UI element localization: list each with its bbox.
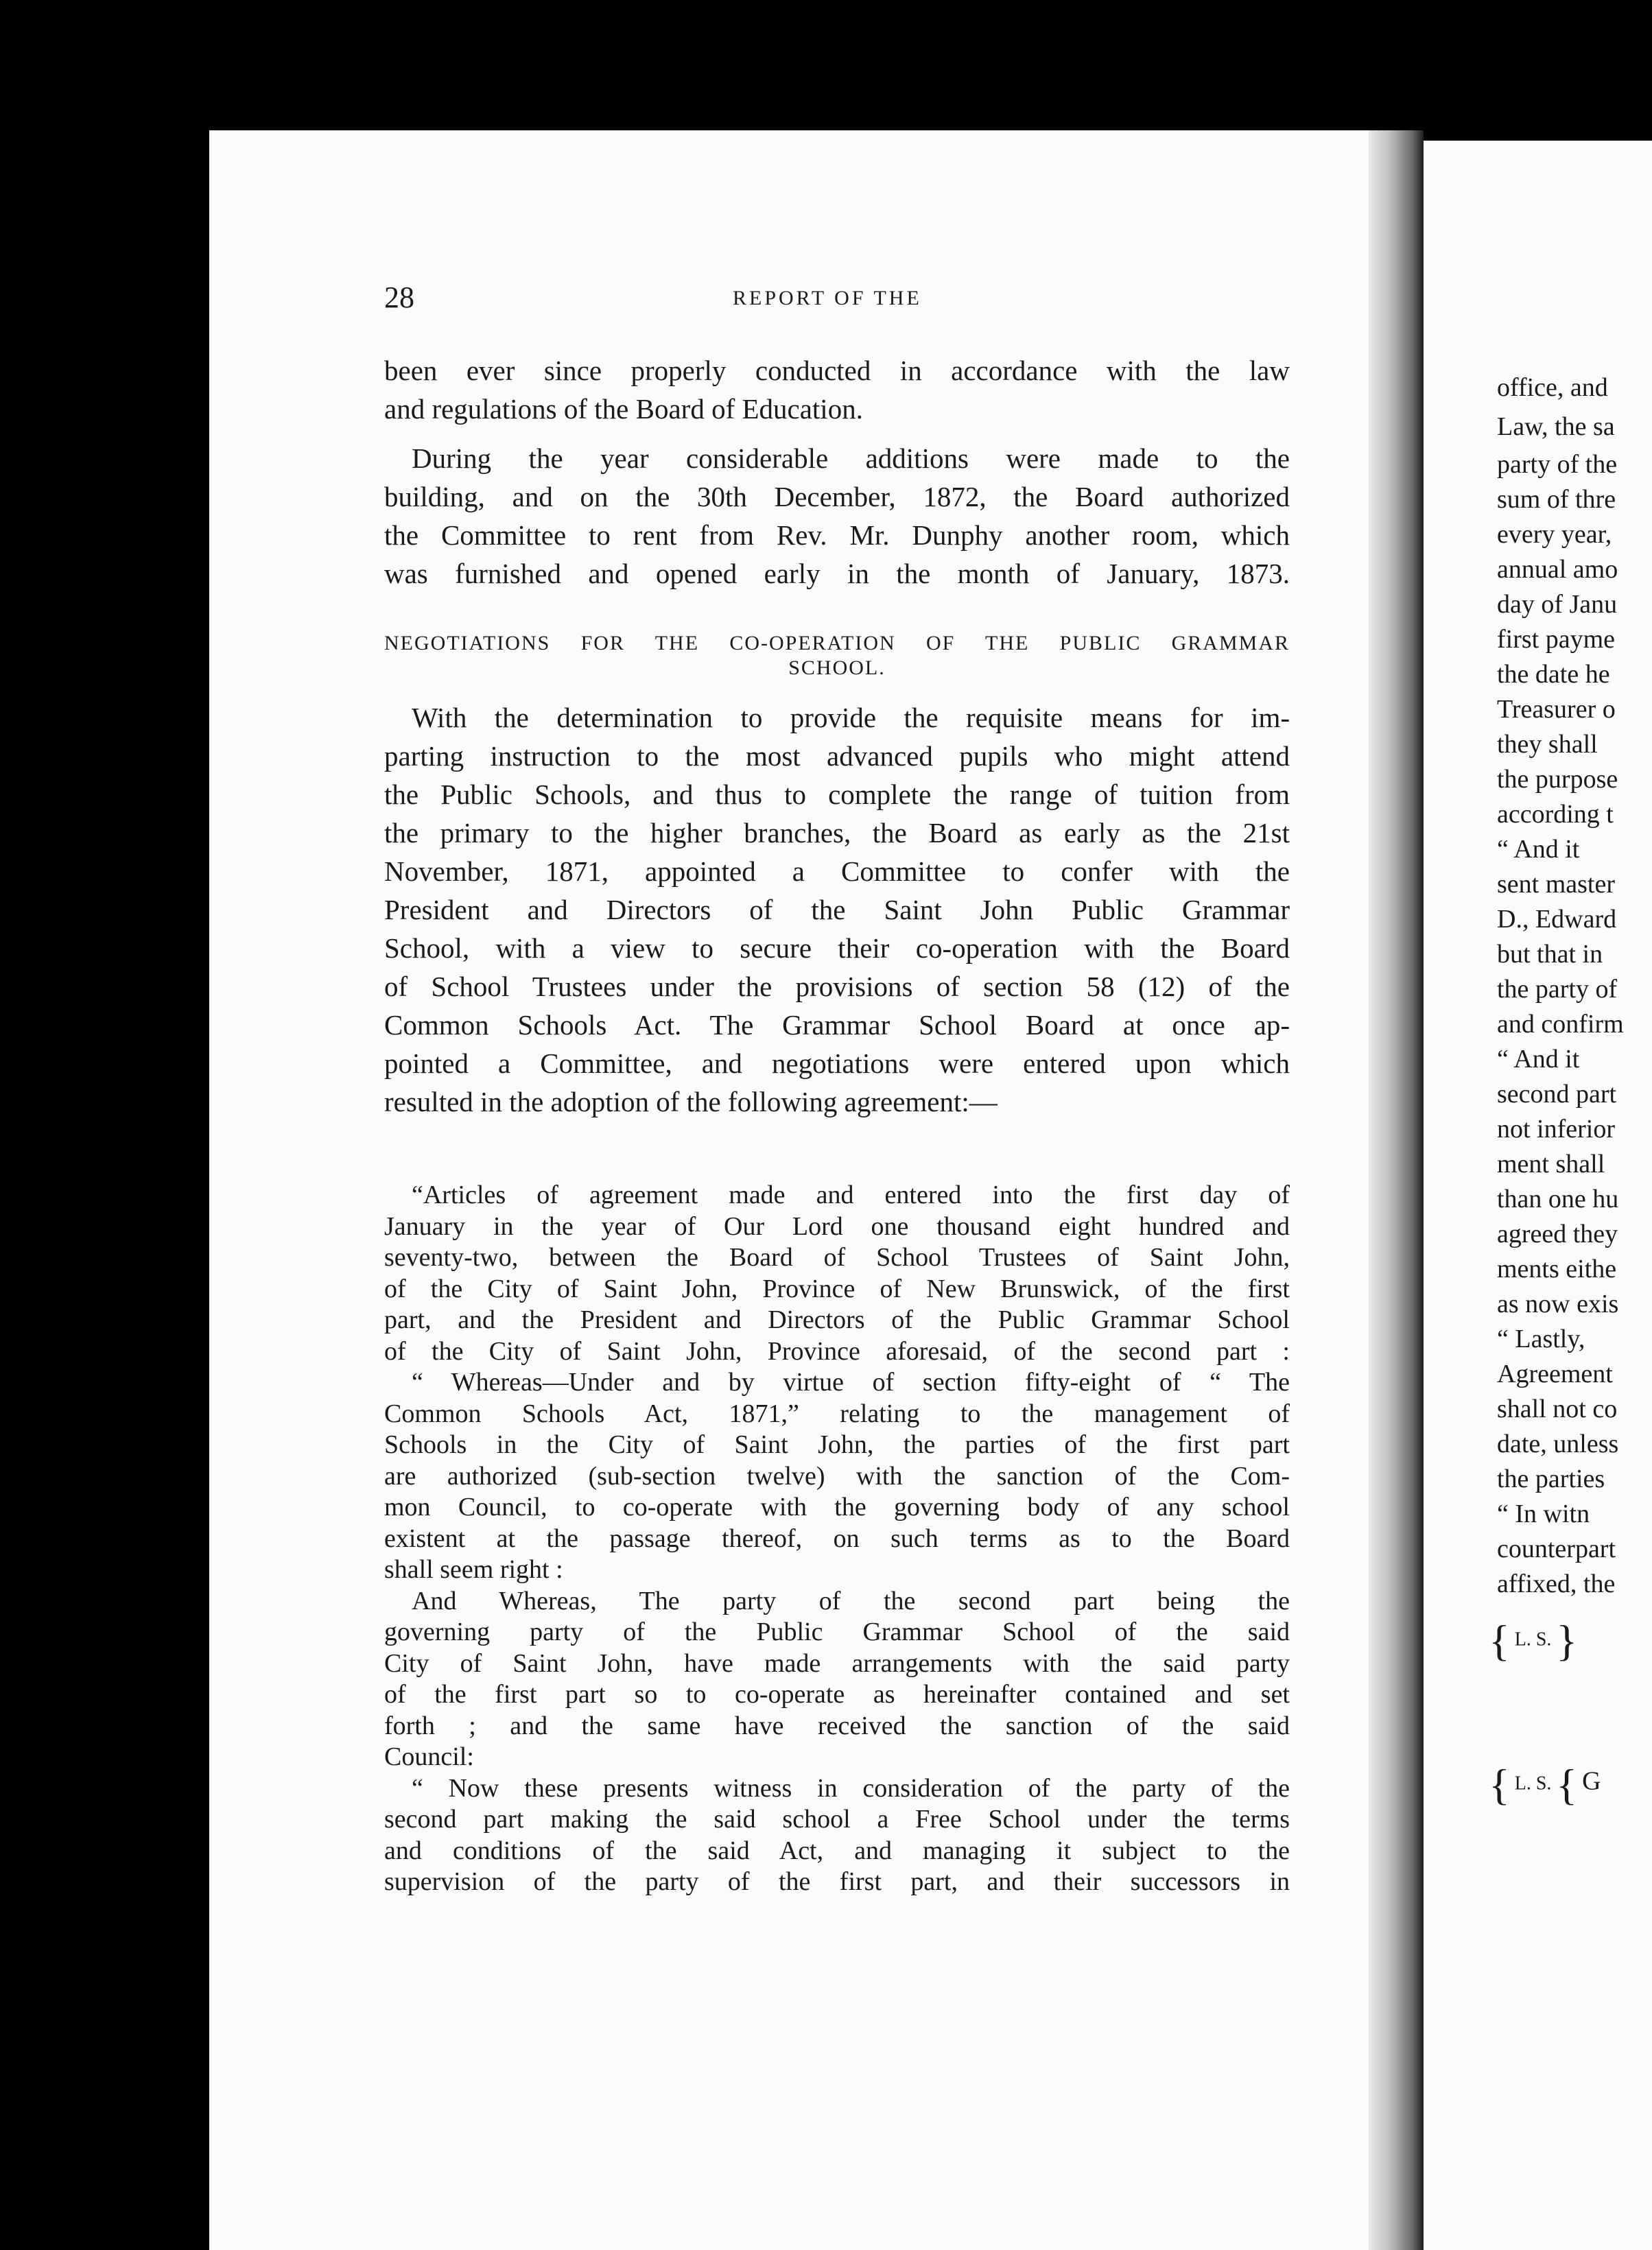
text-line: of the City of Saint John, Province of New Brunswick, of the first [384,1274,1290,1303]
right-page-line: annual amo [1497,555,1618,584]
text-line: forth ; and the same have received the sanction of the said [384,1711,1290,1740]
right-page-line: shall not co [1497,1395,1618,1423]
right-page-line: sent master [1497,870,1616,899]
text-line: second part making the said school a Free School under the terms [384,1805,1290,1834]
right-page-line: the purpose [1497,765,1618,794]
running-head: REPORT OF THE [733,287,922,309]
text-line: Common Schools Act. The Grammar School Board at once ap- [384,1009,1290,1041]
text-line: With the determination to provide the requisite means for im- [412,702,1290,733]
right-page-line: the parties [1497,1465,1605,1493]
paragraph-determination [384,698,1290,1121]
text-line: “ Now these presents witness in consideration of the party of the [412,1773,1290,1803]
right-page-line: day of Janu [1497,590,1618,619]
text-line: resulted in the adoption of the following agreement:— [384,1086,998,1117]
right-page-line: Law, the sa [1497,412,1615,441]
text-line: was furnished and opened early in the month of January, 1873. [384,558,1290,589]
text-line: and conditions of the said Act, and managing it subject to the [384,1836,1290,1865]
right-page-line: the date he [1497,660,1610,689]
text-line: the primary to the higher branches, the Board as early as the 21st [384,817,1290,849]
text-line: been ever since properly conducted in accordance with the law [384,355,1290,386]
text-line: existent at the passage thereof, on such terms as to the Board [384,1524,1290,1553]
right-page-line: Agreement [1497,1360,1613,1388]
right-page-line: office, and [1497,373,1608,402]
page-gutter [1369,130,1424,2250]
paragraph-additions [384,439,1290,593]
text-line: During the year considerable additions were made to the [412,442,1290,474]
right-page-line: according t [1497,800,1614,829]
right-page-line: D., Edward [1497,905,1617,934]
text-line: January in the year of Our Lord one thousand eight hundred and [384,1211,1290,1241]
text-line: parting instruction to the most advanced pupils who might attend [384,740,1290,772]
text-line: of School Trustees under the provisions of section 58 (12) of the [384,971,1290,1002]
right-page-line: sum of thre [1497,485,1616,514]
right-page-line: than one hu [1497,1185,1619,1213]
heading-line: NEGOTIATIONS FOR THE CO-OPERATION OF THE PUBLIC GRAMMAR [384,632,1290,654]
text-line: building, and on the 30th December, 1872, the Board authorized [384,481,1290,512]
text-line: “Articles of agreement made and entered into the first day of [412,1181,1290,1209]
right-page-line: but that in [1497,940,1603,969]
text-line: shall seem right : [384,1555,563,1584]
right-page-line: date, unless [1497,1430,1619,1458]
right-page-line: counterpart [1497,1535,1616,1563]
section-heading [384,631,1290,680]
right-page-line: “ And it [1497,835,1580,864]
text-line: of the first part so to co-operate as hereinafter contained and set [384,1680,1290,1709]
page-header [384,280,1290,321]
right-page-line: ments eithe [1497,1255,1617,1283]
right-page-line: “ Lastly, [1497,1325,1585,1353]
seal-trailing-text: G [1582,1766,1601,1796]
right-page-text [1497,368,1652,1602]
text-line: pointed a Committee, and negotiations were entered upon which [384,1047,1290,1079]
seal-label: L. S. [1514,1629,1552,1650]
text-line: the Committee to rent from Rev. Mr. Dunphy another room, which [384,519,1290,551]
right-page-line: and confirm [1497,1010,1624,1039]
text-line: City of Saint John, have made arrangements with the said party [384,1648,1290,1678]
text-line: of the City of Saint John, Province aforesaid, of the second part : [384,1336,1290,1366]
agreement-quote [384,1180,1290,1898]
right-page-line: ment shall [1497,1150,1605,1179]
text-line: and regulations of the Board of Education. [384,393,863,425]
text-line: part, and the President and Directors of the Public Grammar School [384,1305,1290,1334]
right-page-line: “ In witn [1497,1500,1590,1528]
text-line: “ Whereas—Under and by virtue of section fifty-eight of “ The [412,1368,1290,1397]
text-line: President and Directors of the Saint John Public Grammar [384,894,1290,925]
text-line: Schools in the City of Saint John, the parties of the first part [384,1430,1290,1459]
text-line: Common Schools Act, 1871,” relating to the management of [384,1399,1290,1428]
text-line: Council: [384,1742,474,1771]
text-line: seventy-two, between the Board of School Trustees of Saint John, [384,1243,1290,1272]
text-line: And Whereas, The party of the second part being the [412,1586,1290,1615]
right-page-line: every year, [1497,520,1612,549]
text-line: governing party of the Public Grammar School of the said [384,1618,1290,1646]
right-page-line: as now exis [1497,1290,1619,1318]
right-page-line: not inferior [1497,1115,1616,1144]
right-page-line: they shall [1497,730,1598,759]
text-line: are authorized (sub-section twelve) with the sanction of the Com- [384,1461,1290,1491]
right-page-line: “ And it [1497,1045,1580,1074]
seal-1: { L. S. } [1489,1616,1578,1665]
page-number: 28 [384,281,414,314]
text-line: mon Council, to co-operate with the governing body of any school [384,1493,1290,1521]
text-line: the Public Schools, and thus to complete the range of tuition from [384,779,1290,810]
right-page-line: affixed, the [1497,1570,1616,1598]
heading-line: SCHOOL. [788,656,886,679]
seal-label: L. S. [1514,1773,1552,1795]
right-page-line: agreed they [1497,1220,1618,1248]
text-line: School, with a view to secure their co-operation with the Board [384,932,1290,964]
right-page-line: Treasurer o [1497,695,1616,724]
paragraph-continuation [384,351,1290,428]
text-line: supervision of the party of the first part, and their successors in [384,1867,1290,1896]
right-page-line: first payme [1497,625,1616,654]
seal-2: { L. S. { G [1489,1760,1601,1809]
right-page-line: the party of [1497,975,1618,1004]
right-page-line: party of the [1497,450,1618,479]
text-line: November, 1871, appointed a Committee to confer with the [384,855,1290,887]
right-page-line: second part [1497,1080,1617,1109]
